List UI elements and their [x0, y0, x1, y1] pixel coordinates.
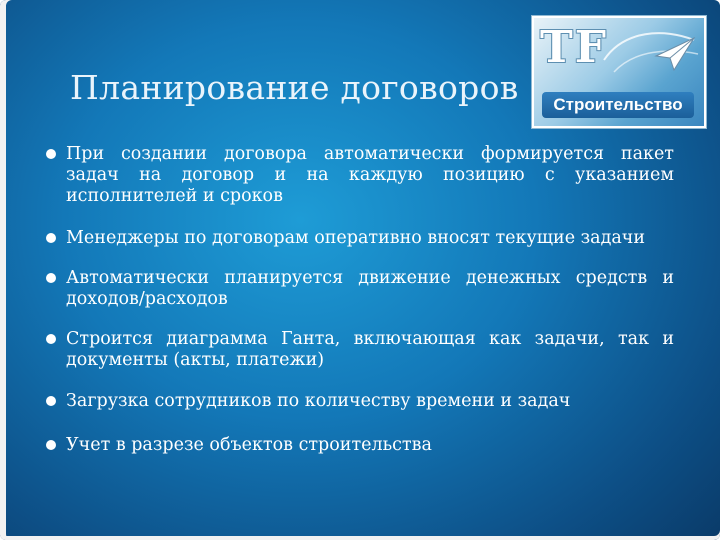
bullet-icon: [46, 396, 56, 406]
logo-label: Строительство: [542, 92, 694, 118]
bullet-item: [44, 268, 674, 310]
bullet-text: Загрузка сотрудников по количеству времени и задач: [66, 391, 571, 411]
bullet-icon: [46, 334, 56, 344]
bullet-item: [44, 144, 674, 207]
bullet-text: Строится диаграмма Ганта, включающая как задачи, так и документы (акты, платежи): [66, 329, 674, 370]
bullet-icon: [46, 233, 56, 243]
logo-mark: TF: [540, 22, 608, 73]
slide-title: Планирование договоров: [70, 68, 519, 107]
bullet-icon: [46, 273, 56, 283]
bullet-text: При создании договора автоматически формируется пакет задач на договор и на каждую позицию с указанием исполнителей и сроков: [66, 144, 674, 206]
bullet-item: [44, 391, 674, 412]
bullet-item: [44, 228, 674, 249]
logo-swirl-icon: [594, 20, 702, 92]
bullet-icon: [46, 149, 56, 159]
bullet-text: Менеджеры по договорам оперативно вносят текущие задачи: [66, 228, 646, 248]
bullet-list: [44, 144, 674, 456]
bullet-item: [44, 329, 674, 371]
bullet-item: [44, 435, 674, 456]
bullet-icon: [46, 440, 56, 450]
company-logo: [532, 16, 706, 128]
bullet-text: Автоматически планируется движение денежных средств и доходов/расходов: [66, 268, 674, 309]
bullet-text: Учет в разрезе объектов строительства: [66, 435, 432, 455]
